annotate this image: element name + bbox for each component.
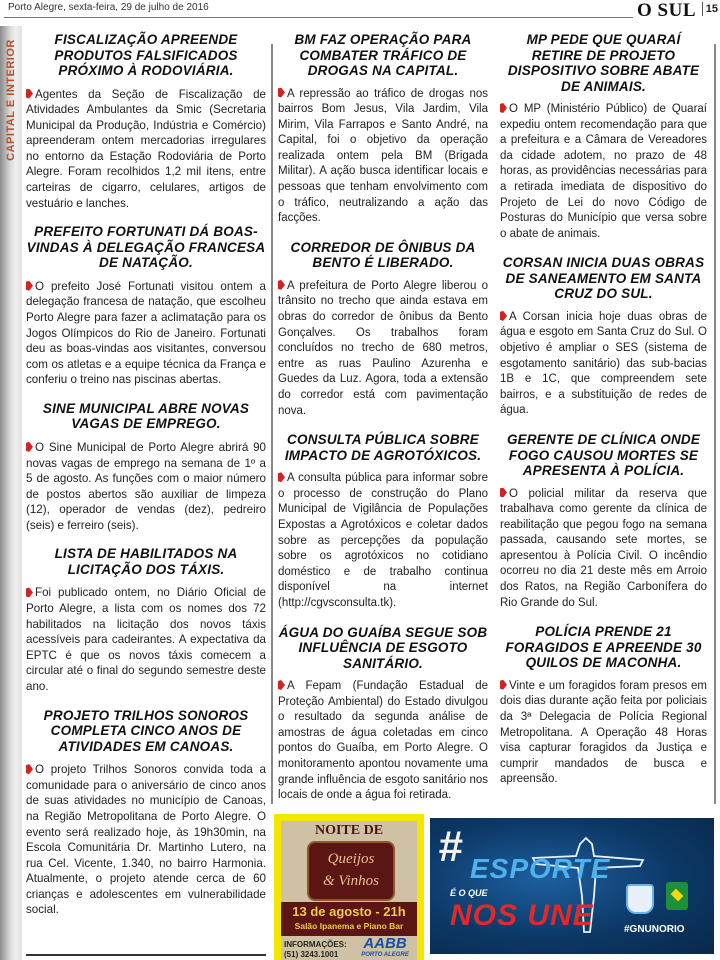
article-body: O Sine Municipal de Porto Alegre abrirá 90 novas vagas de emprego na semana de 1º a 5 de agosto. As funções com o maior número de postos abertos são auxiliar de limpeza (12), operador de vendas (dez), pedreiro (seis) e ferreiro (seis). (26, 440, 266, 532)
article (278, 240, 488, 419)
article-body: A Fepam (Fundação Estadual de Proteção Ambiental) do Estado divulgou o resultado da segunda análise de amostras de água coletadas em cinco pontos do Guaíba, em Porto Alegre. O monitoramento apontou novamente uma grande influência de esgoto sanitário nos locais de onde a água foi retirada. (278, 680, 488, 802)
article-body: O MP (Ministério Público) de Quaraí expediu ontem recomendação para que a prefeitura e a Câmara de Vereadores da cidade adotem, no prazo de 48 horas, as providências necessárias para a retirada imediata de dispositivo do Projeto de Lei do novo Código de Posturas do Município que versa sobre o abate de animais. (500, 103, 707, 240)
article-body: Foi publicado ontem, no Diário Oficial de Porto Alegre, a lista com os nomes dos 72 habilitados na licitação dos novos táxis acessíveis para cadeirantes. A expectativa da EPTC é que os novos táxis comecem a circular até o final do segundo semestre deste ano. (26, 586, 266, 694)
ad-date: 13 de agosto - 21h (292, 904, 406, 919)
headline: FISCALIZAÇÃO APREENDE PRODUTOS FALSIFICADOS PRÓXIMO À RODOVIÁRIA. (54, 32, 238, 78)
bullet-arrow-icon (278, 280, 285, 290)
column-divider (271, 44, 273, 804)
article-body: A consulta pública para informar sobre o processo de construção do Plano Municipal de Vigilância de Populações Expostas a Agrotóxicos e coletar dados sobre as percepções da população sobre os agrotóxicos no cotidiano doméstico e de trabalho continua disponível na internet (http://cgvsconsulta.tk). (278, 472, 488, 609)
page-gutter (0, 26, 22, 960)
article-body: A repressão ao tráfico de drogas nos bairros Bom Jesus, Vila Jardim, Vila Mirim, Vila Farrapos e Santo André, na Capital, foi o objetivo da operação realizada ontem pela BM (Brigada Militar). A ação busca identificar locais e pessoas que tenham envolvimento com o tráfico, neutralizando a ação das facções. (278, 87, 488, 225)
bullet-arrow-icon (278, 88, 285, 98)
bottom-rule (26, 954, 266, 956)
ad-name-line2: & Vinhos (323, 873, 379, 889)
bullet-arrow-icon (278, 680, 285, 690)
bullet-arrow-icon (26, 442, 33, 452)
bullet-arrow-icon (26, 587, 33, 597)
ad-phone: (51) 3243.1001 (284, 950, 339, 959)
article (278, 625, 488, 804)
headline: LISTA DE HABILITADOS NA LICITAÇÃO DOS TÁXIS. (54, 546, 238, 577)
article-body: O policial militar da reserva que trabalhava como gerente da clínica de reabilitação que pegou fogo na semana passada, causando sete mortes, se apresentou à Polícia Civil. O incêndio ocorreu no dia 21 deste mês em Arroio dos Ratos, na Região Carbonífera do Rio Grande do Sul. (500, 487, 707, 609)
article-body: Vinte e um foragidos foram presos em dois dias durante ação feita por policiais da 3ª Delegacia de Polícia Regional Metropolitana. A Operação 48 Horas visa capturar foragidos da Justiça e cumprir mandados de busca e apreensão. (500, 679, 707, 786)
bullet-arrow-icon (500, 311, 507, 321)
headline: PREFEITO FORTUNATI DÁ BOAS-VINDAS À DELEGAÇÃO FRANCESA DE NATAÇÃO. (26, 224, 266, 271)
article (26, 224, 266, 388)
headline: MP PEDE QUE QUARAÍ RETIRE DE PROJETO DISPOSITIVO SOBRE ABATE DE ANIMAIS. (507, 32, 700, 94)
column-2 (278, 32, 488, 817)
column-1 (26, 32, 266, 931)
ad-venue: Salão Ipanema e Piano Bar (294, 921, 404, 931)
article (26, 708, 266, 918)
article (26, 401, 266, 534)
article-body: O projeto Trilhos Sonoros convida toda a comunidade para o aniversário de cinco anos de suas atividades no município de Canoas, na Região Metropolitana de Porto Alegre. O evento será realizado hoje, às 19h30min, na Escola Comunitária Dr. Martinho Lutero, na rua Cel. Vicente, 1.340, no bairro Harmonia. Atualmente, o projeto atende cerca de 60 crianças e adolescentes em vulnerabilidade social. (26, 763, 266, 917)
ad-word-esporte: ESPORTE (470, 853, 611, 884)
headline: POLÍCIA PRENDE 21 FORAGIDOS E APREENDE 30 QUILOS DE MACONHA. (505, 624, 702, 671)
article (26, 546, 266, 694)
club-crest-icon (626, 884, 654, 914)
article (500, 624, 707, 788)
article-body: Agentes da Seção de Fiscalização de Atividades Ambulantes da Smic (Secretaria Municipal da Produção, Indústria e Comércio) apreenderam ontem mercadorias irregulares no entorno da Estação Rodoviária de Porto Alegre. Foram recolhidos 1,2 mil itens, entre carteiras de cigarro, celulares, artigos de vestuário e lanches. (26, 87, 266, 210)
article-body: O prefeito José Fortunati visitou ontem a delegação francesa de natação, que escolheu Porto Alegre para fazer a aclimatação para os Jogos Olímpicos do Rio de Janeiro. Fortunati deu as boas-vindas aos visitantes, conversou com os atletas e a equipe técnica da França e conferiu o treino nas piscinas abertas. (26, 279, 266, 387)
article (500, 432, 707, 611)
headline: CORREDOR DE ÔNIBUS DA BENTO É LIBERADO. (290, 239, 476, 271)
newspaper-name: O SUL (633, 0, 696, 22)
headline: SINE MUNICIPAL ABRE NOVAS VAGAS DE EMPREGO. (42, 400, 250, 432)
dateline: Porto Alegre, sexta-feira, 29 de julho de 2016 (8, 2, 209, 13)
headline: PROJETO TRILHOS SONOROS COMPLETA CINCO ANOS DE ATIVIDADES EM CANOAS. (43, 707, 249, 754)
bullet-arrow-icon (26, 281, 33, 291)
brazil-olympic-icon (666, 882, 688, 910)
ad-word-nosune: NOS UNE (450, 899, 594, 932)
column-divider (714, 44, 716, 804)
header-rule (4, 17, 636, 18)
aabb-logo: AABB PORTO ALEGRE (361, 935, 409, 958)
ad-name-line1: Queijos (327, 851, 375, 867)
headline: CORSAN INICIA DUAS OBRAS DE SANEAMENTO EM SANTA CRUZ DO SUL. (502, 255, 705, 302)
ad-esporte-nos-une[interactable] (430, 818, 714, 954)
bullet-arrow-icon (26, 764, 33, 774)
page-header (0, 0, 720, 22)
ad-date-band (281, 902, 417, 936)
ad-title: NOITE DE (314, 823, 384, 838)
bullet-arrow-icon (500, 488, 507, 498)
article (500, 255, 707, 419)
ad-word-eoque: É O QUE (450, 888, 488, 898)
section-label: CAPITAL E INTERIOR (5, 39, 17, 161)
headline: GERENTE DE CLÍNICA ONDE FOGO CAUSOU MORTES SE APRESENTA À POLÍCIA. (506, 432, 701, 478)
bullet-arrow-icon (500, 103, 507, 113)
article-body: A Corsan inicia hoje duas obras de água e esgoto em Santa Cruz do Sul. O objetivo é ampliar o SES (sistema de esgotamento sanitário) das sub-bacias 1B e 1C, que compreendem sete bairros, e a substituição de redes de água. (500, 310, 707, 417)
headline: BM FAZ OPERAÇÃO PARA COMBATER TRÁFICO DE DROGAS NA CAPITAL. (294, 32, 472, 78)
bullet-arrow-icon (26, 89, 33, 99)
article (278, 432, 488, 611)
ad-label-plaque (307, 841, 395, 901)
article (26, 32, 266, 211)
bullet-arrow-icon (278, 472, 285, 482)
article-body: A prefeitura de Porto Alegre liberou o trânsito no trecho que ainda estava em obras do corredor de ônibus da Bento Gonçalves. Os trabalhos foram concluídos no trecho de 680 metros, entre as ruas Paulino Azurenha e Guedes da Luz. Agora, toda a extensão do corredor está com pavimentação nova. (278, 279, 488, 417)
page-number: 15 (702, 2, 718, 16)
headline: ÁGUA DO GUAÍBA SEGUE SOB INFLUÊNCIA DE ESGOTO SANITÁRIO. (278, 624, 488, 671)
column-3 (500, 32, 707, 801)
bullet-arrow-icon (500, 680, 507, 690)
ad-hashtag: #GNUNORIO (624, 924, 685, 935)
ad-info: INFORMAÇÕES: (51) 3243.1001 (284, 940, 347, 959)
ad-queijos-vinhos[interactable] (274, 814, 424, 960)
hash-symbol: # (438, 822, 463, 871)
article (278, 32, 488, 227)
headline: CONSULTA PÚBLICA SOBRE IMPACTO DE AGROTÓXICOS. (284, 432, 482, 463)
article (500, 32, 707, 242)
